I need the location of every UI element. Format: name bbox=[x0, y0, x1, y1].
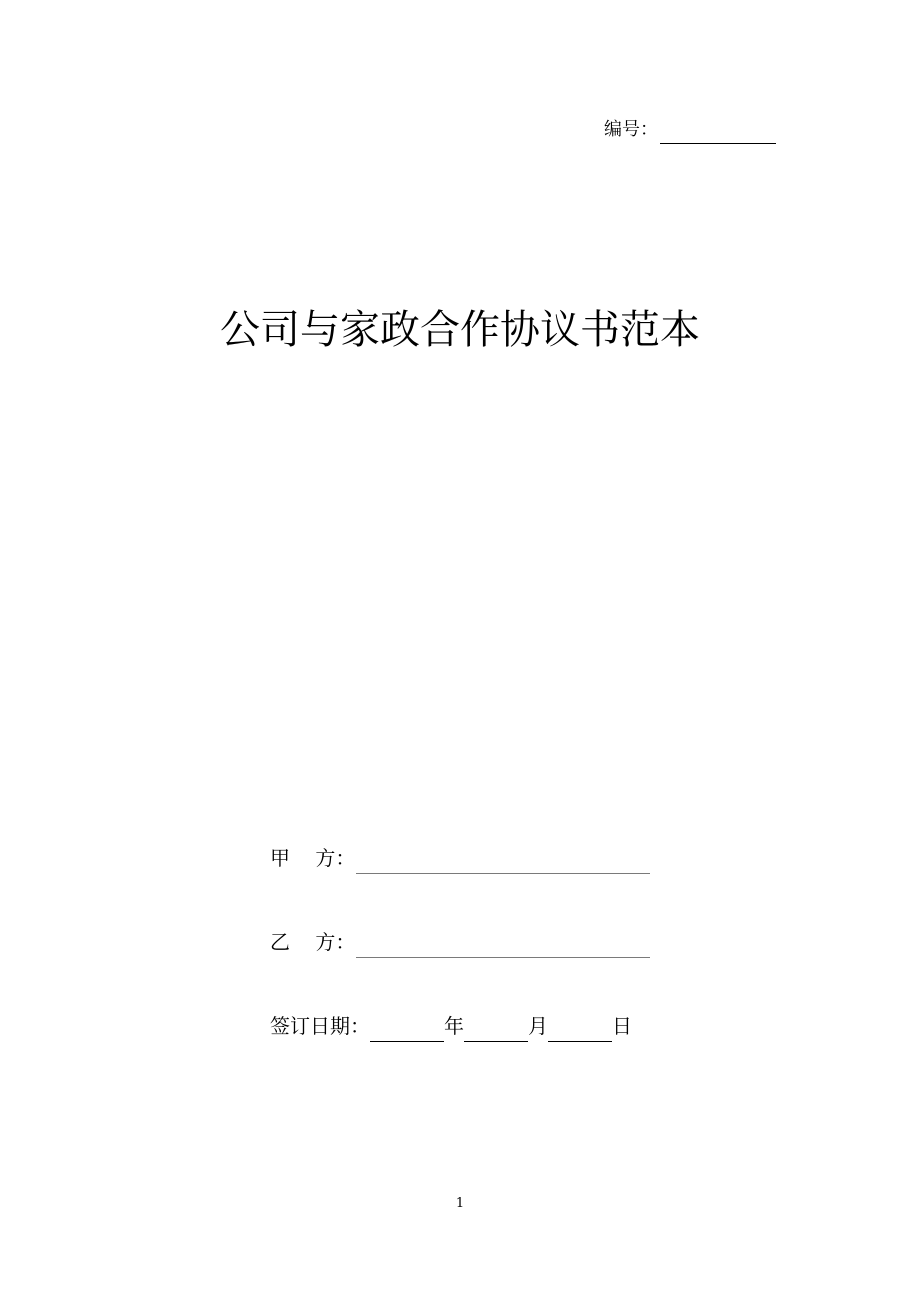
party-b-blank[interactable] bbox=[356, 933, 650, 958]
signing-year-blank[interactable] bbox=[370, 1017, 444, 1042]
serial-number-blank[interactable] bbox=[660, 123, 776, 144]
signing-date-label: 签订日期： bbox=[270, 1014, 370, 1038]
signing-date-row bbox=[270, 1010, 632, 1042]
party-a-label: 甲 方： bbox=[270, 846, 356, 870]
signing-day-blank[interactable] bbox=[548, 1017, 612, 1042]
page-number: 1 bbox=[455, 1196, 465, 1211]
serial-number-field bbox=[604, 116, 776, 144]
signing-month-blank[interactable] bbox=[464, 1017, 528, 1042]
signing-year-label: 年 bbox=[444, 1014, 464, 1038]
serial-number-label: 编号： bbox=[604, 119, 658, 140]
party-b-label: 乙 方： bbox=[270, 930, 356, 954]
document-title: 公司与家政合作协议书范本 bbox=[220, 307, 700, 353]
signing-day-label: 日 bbox=[612, 1014, 632, 1038]
signing-month-label: 月 bbox=[528, 1014, 548, 1038]
party-a-row bbox=[270, 842, 650, 874]
party-b-row bbox=[270, 926, 650, 958]
party-a-blank[interactable] bbox=[356, 849, 650, 874]
